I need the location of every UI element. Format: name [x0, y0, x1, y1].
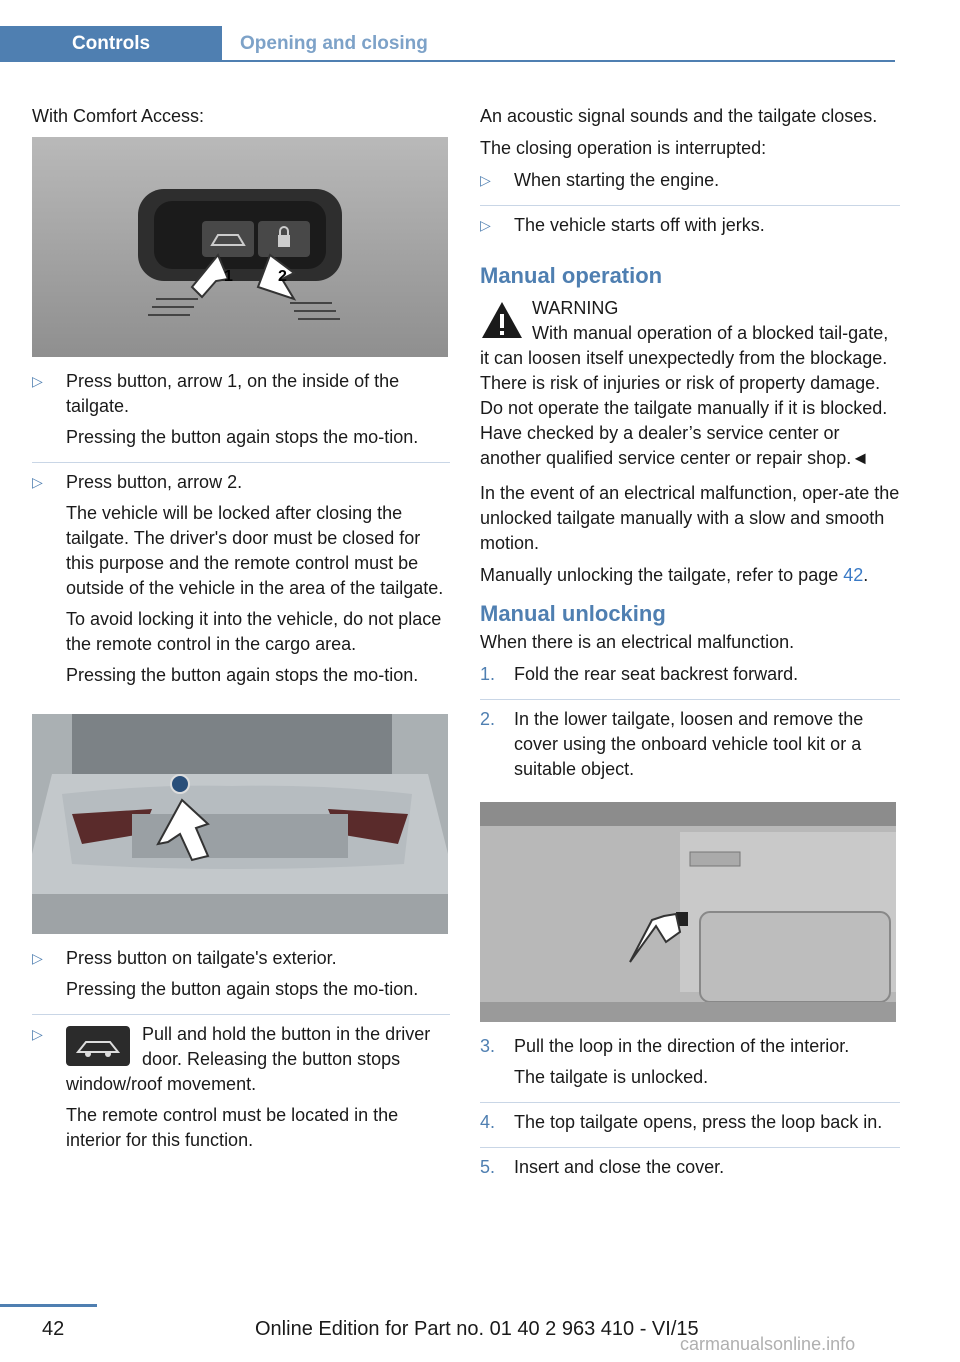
list-text: Pull the loop in the direction of the interior.: [514, 1036, 850, 1056]
list-text: Pressing the button again stops the mo‐tion.: [66, 665, 419, 685]
tailgate-exterior-image: [32, 714, 450, 934]
list-text: Pressing the button again stops the mo‐tion.: [66, 427, 419, 447]
arrow-1-label: 1: [224, 268, 233, 285]
list-text: Press button, arrow 1, on the inside of the tailgate.: [66, 371, 400, 416]
step-number: 3.: [480, 1036, 496, 1056]
heading-manual-operation: Manual operation: [480, 263, 663, 288]
list-item: [32, 1022, 450, 1165]
paragraph: When there is an electrical malfunction.: [480, 632, 795, 652]
warning-text: With manual operation of a blocked tail‐gate, it can loosen itself unexpectedly from the blockage. There is risk of injuries or risk of property damage. Do not operate the tailgate manually if it is blocked. Have checked by a dealer’s service center or another qualified service center or repair shop.◄: [480, 323, 889, 468]
list-text: The tailgate is unlocked.: [514, 1067, 709, 1087]
list-text: The vehicle starts off with jerks.: [514, 215, 765, 235]
list-item: [480, 213, 900, 250]
paragraph: An acoustic signal sounds and the tailgate closes.: [480, 106, 878, 126]
paragraph: The closing operation is interrupted:: [480, 138, 767, 158]
list-item: [480, 168, 900, 206]
list-text: Insert and close the cover.: [514, 1157, 725, 1177]
footer-rule: [0, 1304, 97, 1307]
step-number: 1.: [480, 664, 496, 684]
car-tailgate-icon: [66, 1026, 130, 1066]
subsection-tab[interactable]: Opening and closing: [240, 33, 428, 54]
list-text: To avoid locking it into the vehicle, do not place the remote control in the cargo area.: [66, 609, 442, 654]
watermark: carmanualsonline.info: [680, 1334, 856, 1354]
edition-text: Online Edition for Part no. 01 40 2 963 410 - VI/15: [255, 1318, 699, 1340]
list-text: Fold the rear seat backrest forward.: [514, 664, 799, 684]
warning-triangle-icon: [480, 300, 524, 340]
bullet-marker: ▷: [32, 474, 43, 490]
step-number: 2.: [480, 709, 496, 729]
page-reference: Manually unlocking the tailgate, refer to page 42.: [480, 565, 869, 585]
bullet-marker: ▷: [32, 1026, 43, 1042]
list-text: In the lower tailgate, loosen and remove the cover using the onboard vehicle tool kit or a suitable object.: [514, 709, 864, 779]
warning-title: WARNING: [532, 298, 619, 318]
arrow-2-label: 2: [278, 268, 287, 285]
paragraph: In the event of an electrical malfunction, oper‐ate the unlocked tailgate manually with a slow and smooth motion.: [480, 483, 900, 553]
header-rule: [222, 60, 895, 62]
comfort-access-buttons-image: [32, 137, 450, 357]
unlock-steps-b: [480, 1034, 900, 1192]
page-number: 42: [42, 1318, 65, 1340]
list-item: [480, 1155, 900, 1192]
page-header: [0, 26, 960, 62]
heading-manual-unlocking: Manual unlocking: [480, 601, 666, 626]
unlock-steps-a: [480, 662, 900, 794]
list-item: [480, 1110, 900, 1148]
list-text: The vehicle will be locked after closing the tailgate. The driver's door must be closed for this purpose and the remote control must be outside of the vehicle in the area of the tailgate.: [66, 503, 444, 598]
left-column: [32, 104, 450, 1172]
list-item: [480, 662, 900, 700]
step-number: 5.: [480, 1157, 496, 1177]
list-item: [480, 1034, 900, 1103]
exterior-button-list: [32, 946, 450, 1165]
page-link[interactable]: 42: [843, 565, 864, 585]
section-tab[interactable]: Controls: [0, 26, 222, 62]
bullet-marker: ▷: [480, 217, 491, 233]
list-text: The top tailgate opens, press the loop back in.: [514, 1112, 883, 1132]
bullet-marker: ▷: [480, 172, 491, 188]
list-item: [32, 946, 450, 1015]
cargo-cover-image: [480, 802, 900, 1022]
list-text: Pressing the button again stops the mo‐tion.: [66, 979, 419, 999]
list-text: Press button on tailgate's exterior.: [66, 948, 337, 968]
list-text: The remote control must be located in the interior for this function.: [66, 1105, 399, 1150]
right-column: [480, 104, 900, 1199]
step-number: 4.: [480, 1112, 496, 1132]
interruption-list: [480, 168, 900, 250]
list-text: Pull and hold the button in the driver door. Releasing the button stops window/roof movement.: [66, 1024, 431, 1094]
list-text: Press button, arrow 2.: [66, 472, 243, 492]
bullet-marker: ▷: [32, 373, 43, 389]
list-item: [32, 470, 450, 700]
list-text: When starting the engine.: [514, 170, 720, 190]
intro-text: With Comfort Access:: [32, 106, 205, 126]
list-item: [32, 369, 450, 463]
warning-block: [480, 296, 900, 471]
comfort-access-list: [32, 369, 450, 700]
list-item: [480, 707, 900, 794]
bullet-marker: ▷: [32, 950, 43, 966]
